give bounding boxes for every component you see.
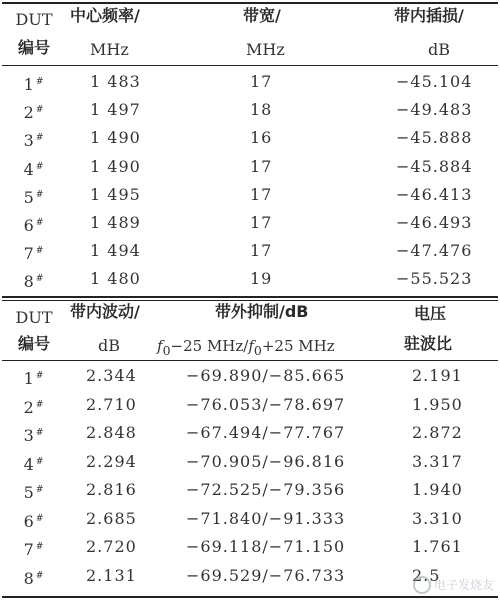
bandwidth-cell: 16 <box>250 128 273 148</box>
dut-mark: # <box>35 542 45 552</box>
bandwidth-cell: 18 <box>250 100 273 120</box>
insertion-loss-cell: −46.413 <box>396 184 473 204</box>
ripple-cell: 2.720 <box>86 537 137 556</box>
t1-header-dut: DUT <box>15 10 53 29</box>
t2-header-ripple: 带内波动/ <box>70 302 140 321</box>
t1-header-insertion-loss-unit: dB <box>428 40 450 59</box>
dut-id <box>14 537 54 560</box>
center-freq-cell: 1 483 <box>90 72 141 91</box>
dut-id <box>14 157 54 180</box>
t2-header-vswr-line2: 驻波比 <box>404 334 453 353</box>
dut-number: 6 <box>23 216 35 235</box>
dut-id <box>14 509 54 532</box>
dut-number: 6 <box>23 511 35 531</box>
dut-number: 2 <box>23 103 35 123</box>
rejection-lower-offset: −25 MHz/ <box>170 337 249 355</box>
f0-symbol: f <box>157 337 163 355</box>
f0-subscript: 0 <box>162 343 171 358</box>
t1-header-bandwidth-unit: MHz <box>246 40 285 59</box>
t1-header-center-freq-unit: MHz <box>90 40 129 59</box>
center-freq-cell: 1 490 <box>90 128 141 148</box>
t1-header-bandwidth: 带宽/ <box>243 6 281 25</box>
dut-mark: # <box>35 570 45 581</box>
rejection-cell: −69.890/−85.665 <box>186 366 346 385</box>
vswr-cell: 2.5 <box>412 565 441 585</box>
rejection-cell: −69.529/−76.733 <box>186 565 346 585</box>
dut-mark: # <box>35 274 45 285</box>
ripple-cell: 2.131 <box>86 565 137 585</box>
vswr-cell: 3.310 <box>412 508 463 528</box>
center-freq-cell: 1 497 <box>90 100 141 120</box>
vswr-cell: 1.940 <box>412 480 463 499</box>
dut-id <box>14 185 54 208</box>
dut-id <box>14 480 54 503</box>
dut-mark: # <box>35 105 45 116</box>
dut-mark: # <box>35 189 45 200</box>
vswr-cell: 1.950 <box>412 394 463 414</box>
dut-number: 1 <box>23 369 35 388</box>
ripple-cell: 2.294 <box>86 451 137 471</box>
dut-number: 2 <box>23 397 35 417</box>
dut-number: 3 <box>23 131 35 151</box>
watermark-text: 电子发烧友 <box>433 577 494 592</box>
dut-number: 7 <box>23 540 35 559</box>
ripple-cell: 2.344 <box>86 366 137 385</box>
rejection-cell: −67.494/−77.767 <box>186 423 346 442</box>
ripple-cell: 2.710 <box>86 394 137 414</box>
bandwidth-cell: 17 <box>250 156 273 176</box>
center-freq-cell: 1 490 <box>90 156 141 176</box>
rejection-cell: −72.525/−79.356 <box>186 480 346 499</box>
dut-number: 5 <box>23 483 35 502</box>
vswr-cell: 2.872 <box>412 423 463 442</box>
dut-id <box>14 395 54 418</box>
dut-id <box>14 269 54 292</box>
f0-subscript-2: 0 <box>253 343 262 358</box>
table1-header-rule <box>2 65 498 66</box>
table1-top-rule <box>2 2 498 4</box>
center-freq-cell: 1 489 <box>90 213 141 232</box>
t2-header-rejection-range <box>157 336 335 361</box>
t2-header-rejection: 带外抑制/dB <box>215 302 309 321</box>
insertion-loss-cell: −47.476 <box>396 241 473 261</box>
dut-mark: # <box>35 218 45 228</box>
dut-number: 5 <box>23 187 35 207</box>
rejection-upper-offset: +25 MHz <box>261 337 335 355</box>
table2-header-rule <box>2 360 498 361</box>
bandwidth-cell: 17 <box>250 184 273 204</box>
insertion-loss-cell: −45.104 <box>396 72 473 91</box>
rejection-cell: −70.905/−96.816 <box>186 451 346 471</box>
t2-header-dut-number: 编号 <box>17 334 50 353</box>
dut-mark: # <box>35 428 45 438</box>
dut-number: 4 <box>23 159 35 179</box>
t2-header-dut: DUT <box>15 308 53 327</box>
watermark <box>413 576 494 595</box>
bandwidth-cell: 17 <box>250 241 273 261</box>
table2-bottom-rule <box>2 596 498 598</box>
ripple-cell: 2.685 <box>86 508 137 528</box>
dut-id <box>14 366 54 389</box>
dut-mark: # <box>35 161 45 172</box>
vswr-cell: 1.761 <box>412 537 463 556</box>
ripple-cell: 2.816 <box>86 480 137 499</box>
bandwidth-cell: 17 <box>250 213 273 232</box>
dut-id <box>14 452 54 475</box>
dut-number: 1 <box>23 75 35 94</box>
t1-header-dut-number: 编号 <box>17 38 50 57</box>
dut-id <box>14 566 54 589</box>
bandwidth-cell: 17 <box>250 72 273 91</box>
dut-mark: # <box>35 485 45 495</box>
vswr-cell: 3.317 <box>412 451 463 471</box>
insertion-loss-cell: −49.483 <box>396 100 473 120</box>
center-freq-cell: 1 495 <box>90 184 141 204</box>
t1-header-center-freq: 中心频率/ <box>70 6 140 25</box>
bandwidth-cell: 19 <box>250 269 273 289</box>
insertion-loss-cell: −46.493 <box>396 213 473 232</box>
dut-id <box>14 213 54 236</box>
t1-header-insertion-loss: 带内插损/ <box>394 6 464 25</box>
dut-mark: # <box>35 513 45 524</box>
insertion-loss-cell: −55.523 <box>396 269 473 289</box>
dut-mark: # <box>35 246 45 257</box>
dut-mark: # <box>35 77 45 87</box>
insertion-loss-cell: −45.884 <box>396 156 473 176</box>
f0-symbol-2: f <box>248 337 254 355</box>
center-freq-cell: 1 480 <box>90 269 141 289</box>
dut-mark: # <box>35 133 45 144</box>
dut-id <box>14 128 54 151</box>
ripple-cell: 2.848 <box>86 423 137 442</box>
rejection-cell: −76.053/−78.697 <box>186 394 346 414</box>
dut-id <box>14 423 54 446</box>
dut-mark: # <box>35 399 45 410</box>
t2-header-vswr: 电压 <box>414 304 447 323</box>
dut-number: 7 <box>23 244 35 264</box>
table2-top-rule-inner <box>2 300 498 301</box>
t2-header-ripple-unit: dB <box>98 336 120 355</box>
insertion-loss-cell: −45.888 <box>396 128 473 148</box>
dut-number: 3 <box>23 426 35 445</box>
center-freq-cell: 1 494 <box>90 241 141 261</box>
dut-id <box>14 100 54 123</box>
dut-mark: # <box>35 371 45 381</box>
rejection-cell: −69.118/−71.150 <box>186 537 346 556</box>
dut-id <box>14 72 54 95</box>
watermark-logo-icon <box>413 576 431 594</box>
dut-number: 8 <box>23 568 35 588</box>
dut-id <box>14 241 54 264</box>
dut-mark: # <box>35 456 45 467</box>
dut-number: 4 <box>23 454 35 474</box>
rejection-cell: −71.840/−91.333 <box>186 508 346 528</box>
table2-top-rule <box>2 296 498 298</box>
vswr-cell: 2.191 <box>412 366 463 385</box>
dut-number: 8 <box>23 272 35 292</box>
